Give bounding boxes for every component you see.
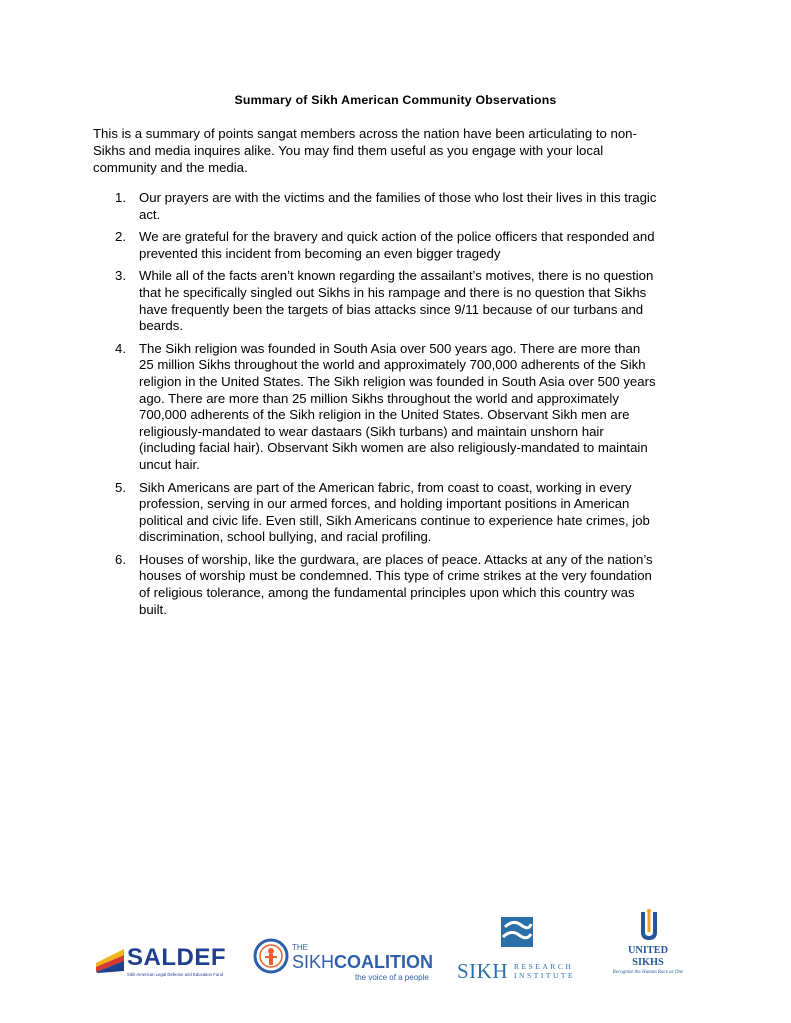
list-item-line: houses of worship must be condemned. This type of crime strikes at the very foundation	[139, 568, 652, 584]
list-item-line: beards.	[139, 318, 183, 334]
list-item-line: religion in the United States. The Sikh religion was founded in South Asia over 500 years	[139, 373, 656, 389]
coalition-name-b: COALITION	[334, 952, 434, 972]
list-item-line: discrimination, school bullying, and racial profiling.	[139, 529, 432, 545]
saldef-logo	[96, 945, 226, 985]
list-item-line: religiously-mandated to wear dastaars (Sikh turbans) and maintain unshorn hair	[139, 423, 604, 439]
list-item-line: profession, serving in our armed forces, and holding important positions in American	[139, 496, 630, 512]
list-item-line: act.	[139, 206, 161, 222]
list-item-line: Houses of worship, like the gurdwara, are places of peace. Attacks at any of the nation’s	[139, 551, 653, 567]
document-title: Summary of Sikh American Community Observations	[234, 93, 557, 107]
list-item-line: The Sikh religion was founded in South Asia over 500 years ago. There are more than	[139, 340, 641, 356]
list-item-line: prevented this incident from becoming an even bigger tragedy	[139, 245, 501, 261]
list-item-line: Sikh Americans are part of the American fabric, from coast to coast, working in every	[139, 479, 632, 495]
intro-paragraph	[93, 125, 713, 176]
coalition-the: THE	[292, 943, 308, 952]
list-item-line: While all of the facts aren’t known regarding the assailant’s motives, there is no question	[139, 268, 654, 284]
saldef-subtitle: Sikh American Legal Defense and Education Fund	[127, 972, 224, 977]
intro-line: This is a summary of points sangat members across the nation have been articulating to non-	[93, 126, 637, 141]
coalition-name-a: SIKH	[292, 952, 335, 972]
list-item	[93, 480, 713, 546]
list-item-line: Our prayers are with the victims and the families of those who lost their lives in this tragic	[139, 190, 657, 205]
list-item	[93, 341, 713, 474]
list-item	[93, 229, 713, 262]
list-item-number: 6.	[115, 551, 126, 567]
list-item-line: uncut hair.	[139, 456, 200, 472]
sikh-research-institute-logo	[457, 915, 582, 987]
list-item-line: We are grateful for the bravery and quick action of the police officers that responded and	[139, 229, 655, 245]
sikh-coalition-logo	[253, 938, 434, 988]
sikhri-line1: RESEARCH	[514, 962, 574, 971]
list-item-line: of religious tolerance, among the fundamental principles upon which this country was	[139, 585, 635, 601]
list-item-number: 5.	[115, 479, 126, 495]
list-item-line: ago. There are more than 25 million Sikhs throughout the world and approximately	[139, 390, 619, 406]
sponsor-logos	[0, 900, 791, 1000]
saldef-wordmark: SALDEF	[127, 944, 226, 971]
observations-list	[93, 190, 713, 624]
list-item-line: built.	[139, 601, 167, 617]
sikhri-small-words	[514, 962, 575, 980]
list-item	[93, 268, 713, 334]
sikhri-line2: INSTITUTE	[514, 971, 576, 980]
list-item-line: political and civic life. Even still, Sikh Americans continue to experience hate crimes, job	[139, 512, 650, 528]
intro-line: Sikhs and media inquires alike. You may find them useful as you engage with your local	[93, 143, 604, 158]
list-item-line: 25 million Sikhs throughout the world and approximately 700,000 adherents of the Sikh	[139, 357, 646, 373]
united-sikhs-logo	[608, 908, 688, 988]
united-line2: SIKHS	[632, 957, 664, 968]
united-line1: UNITED	[627, 945, 669, 956]
list-item-line: have frequently been the targets of bias attacks since 9/11 because of our turbans and	[139, 301, 644, 317]
list-item-number: 4.	[115, 340, 126, 356]
list-item-number: 3.	[115, 268, 126, 284]
list-item-number: 2.	[115, 229, 126, 245]
sikhri-wave-icon	[499, 915, 535, 949]
coalition-name	[292, 952, 433, 972]
list-item	[93, 552, 713, 618]
united-motto: Recognize the Human Race as One	[612, 970, 684, 975]
list-item-line: (including facial hair). Observant Sikh women are also religiously-mandated to maintain	[139, 440, 648, 456]
united-sikhs-emblem-icon	[637, 908, 661, 942]
coalition-tagline: the voice of a people	[355, 973, 429, 982]
list-item-line: 700,000 adherents of the Sikh religion in the United States. Observant Sikh men are	[139, 407, 630, 423]
list-item-line: that he specifically singled out Sikhs in his rampage and there is no question that Sikhs	[139, 284, 647, 300]
list-item	[93, 190, 713, 223]
list-item-number: 1.	[115, 190, 126, 205]
sikhri-big-word: SIKH	[457, 959, 509, 983]
saldef-flag-icon	[96, 945, 126, 975]
intro-line: community and the media.	[93, 160, 248, 175]
sikh-coalition-emblem-icon	[253, 938, 289, 974]
